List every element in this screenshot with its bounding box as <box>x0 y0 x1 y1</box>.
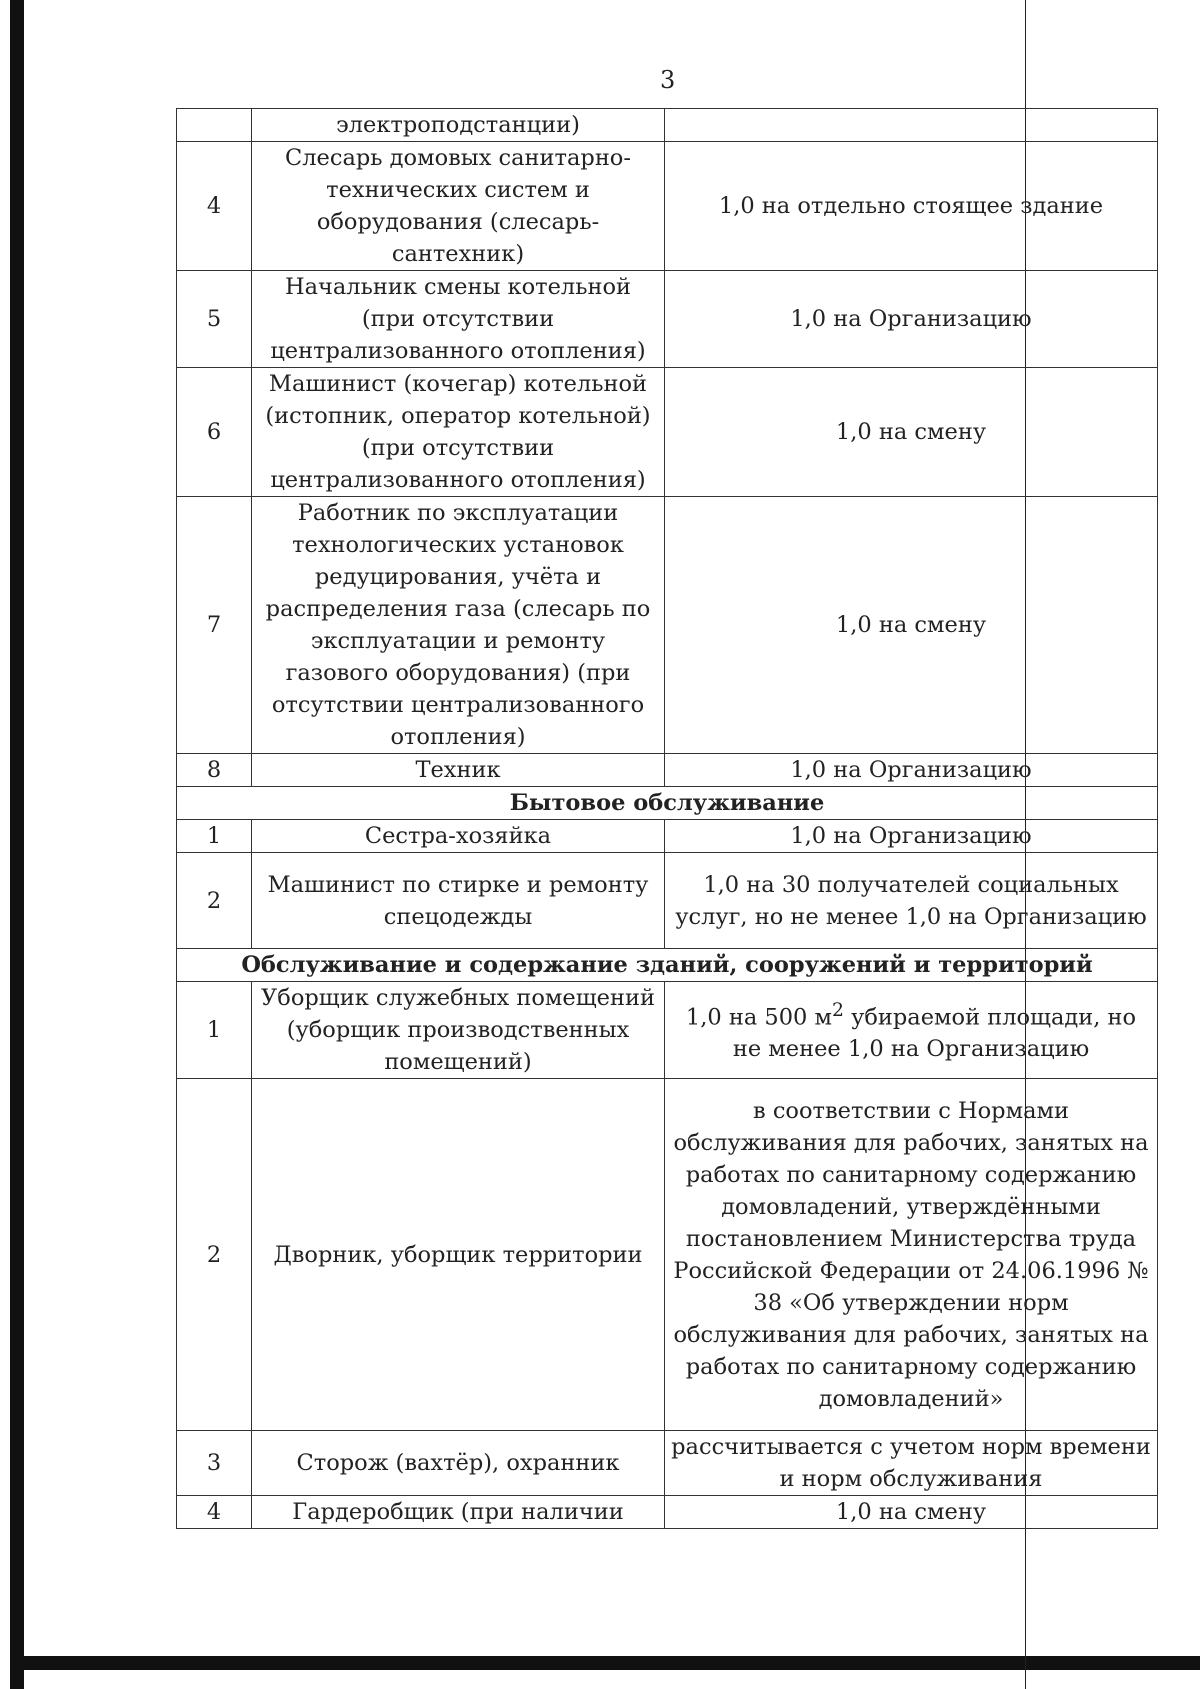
table-row <box>177 271 1158 368</box>
row-number: 3 <box>177 1431 252 1496</box>
row-number: 4 <box>177 1496 252 1529</box>
section-header-maintenance <box>177 949 1158 982</box>
norm-cell: 1,0 на смену <box>665 497 1158 754</box>
page-number: 3 <box>660 66 676 94</box>
norm-cell: 1,0 на Организацию <box>665 271 1158 368</box>
position-cell: Техник <box>252 754 665 787</box>
position-cell: Гардеробщик (при наличии <box>252 1496 665 1529</box>
position-cell: Уборщик служебных помещений (уборщик производственных помещений) <box>252 982 665 1079</box>
row-number: 5 <box>177 271 252 368</box>
section-header-household <box>177 787 1158 820</box>
staffing-table <box>176 108 1158 1529</box>
table-row <box>177 368 1158 497</box>
norm-cell <box>665 109 1158 142</box>
table-row <box>177 820 1158 853</box>
table-row <box>177 109 1158 142</box>
table-row <box>177 142 1158 271</box>
table-row <box>177 1079 1158 1431</box>
norm-text-prefix: 1,0 на 500 м <box>685 1004 833 1031</box>
row-number: 2 <box>177 1079 252 1431</box>
position-cell: Сторож (вахтёр), охранник <box>252 1431 665 1496</box>
row-number: 8 <box>177 754 252 787</box>
position-cell: Слесарь домовых санитарно-технических систем и оборудования (слесарь-сантехник) <box>252 142 665 271</box>
scan-left-border <box>10 0 24 1689</box>
position-cell: Работник по эксплуатации технологических установок редуцирования, учёта и распределения газа (слесарь по эксплуатации и ремонту газового оборудования) (при отсутствии централизованного отопления) <box>252 497 665 754</box>
row-number: 2 <box>177 853 252 949</box>
row-number: 1 <box>177 982 252 1079</box>
position-cell: Сестра-хозяйка <box>252 820 665 853</box>
norm-cell: 1,0 на отдельно стоящее здание <box>665 142 1158 271</box>
norm-cell <box>665 982 1158 1079</box>
table-row <box>177 497 1158 754</box>
norm-cell: рассчитывается с учетом норм времени и норм обслуживания <box>665 1431 1158 1496</box>
norm-superscript: 2 <box>832 999 844 1021</box>
position-cell: электроподстанции) <box>252 109 665 142</box>
position-cell: Дворник, уборщик территории <box>252 1079 665 1431</box>
table-row <box>177 1431 1158 1496</box>
norm-cell: 1,0 на Организацию <box>665 754 1158 787</box>
norm-cell: в соответствии с Нормами обслуживания для рабочих, занятых на работах по санитарному содержанию домовладений, утверждёнными постановлением Министерства труда Российской Федерации от 24.06.1996 № 38 «Об утверждении норм обслуживания для рабочих, занятых на работах по санитарному содержанию домовладений» <box>665 1079 1158 1431</box>
norm-text-suffix: убираемой площади, но не менее 1,0 на Организацию <box>732 1004 1137 1063</box>
norm-cell: 1,0 на Организацию <box>665 820 1158 853</box>
table-row <box>177 754 1158 787</box>
position-cell: Начальник смены котельной (при отсутствии централизованного отопления) <box>252 271 665 368</box>
section-title: Обслуживание и содержание зданий, сооружений и территорий <box>177 949 1158 982</box>
norm-cell: 1,0 на смену <box>665 1496 1158 1529</box>
norm-cell: 1,0 на 30 получателей социальных услуг, но не менее 1,0 на Организацию <box>665 853 1158 949</box>
table-row <box>177 1496 1158 1529</box>
section-title: Бытовое обслуживание <box>177 787 1158 820</box>
row-number: 1 <box>177 820 252 853</box>
row-number: 4 <box>177 142 252 271</box>
table-row <box>177 853 1158 949</box>
row-number: 6 <box>177 368 252 497</box>
row-number <box>177 109 252 142</box>
position-cell: Машинист по стирке и ремонту спецодежды <box>252 853 665 949</box>
scan-bottom-border <box>24 1656 1200 1670</box>
row-number: 7 <box>177 497 252 754</box>
position-cell: Машинист (кочегар) котельной (истопник, оператор котельной) (при отсутствии централизованного отопления) <box>252 368 665 497</box>
table-row <box>177 982 1158 1079</box>
norm-cell: 1,0 на смену <box>665 368 1158 497</box>
